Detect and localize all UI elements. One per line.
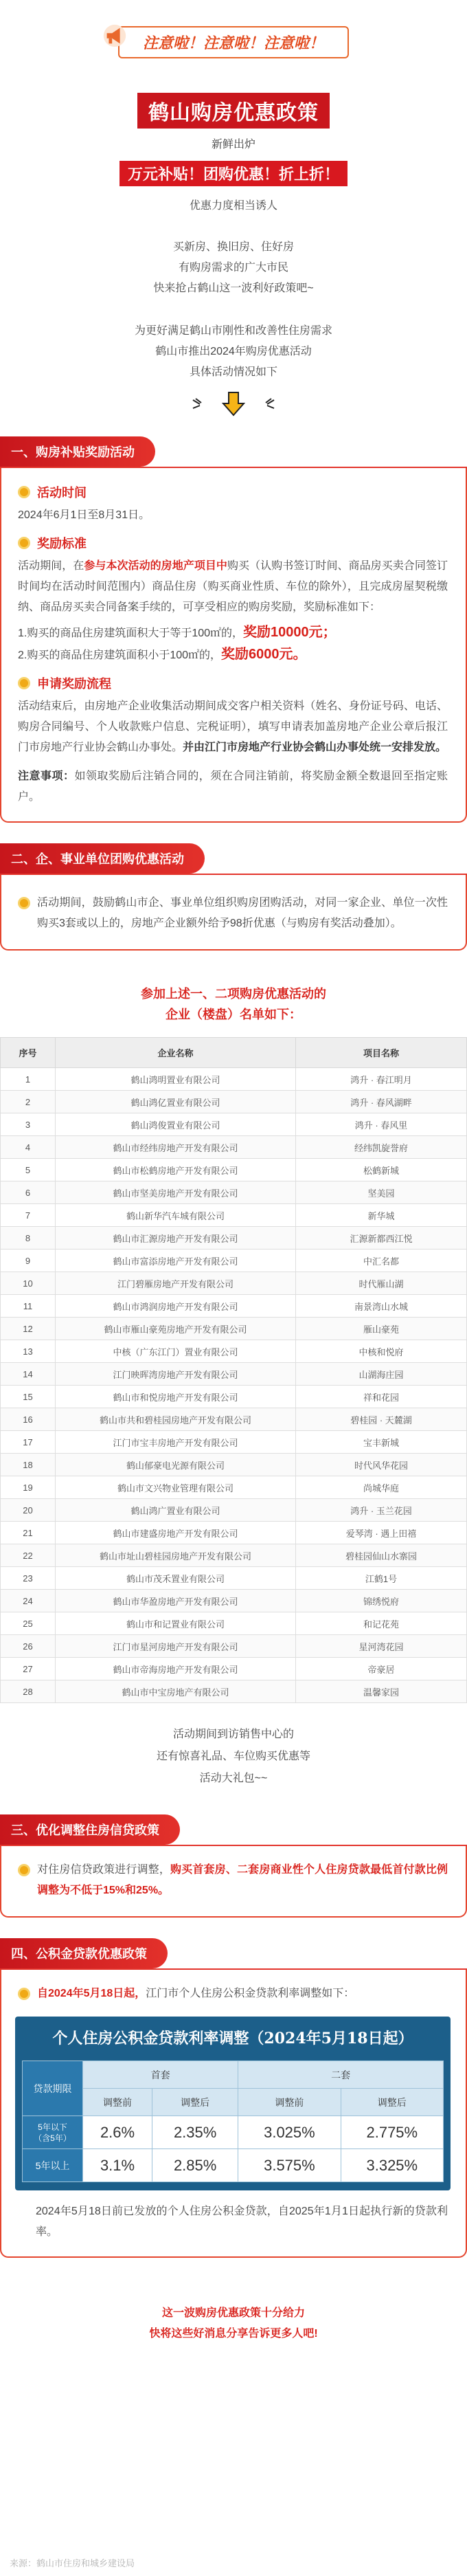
table-row	[1, 1658, 467, 1680]
intro-block-3	[0, 321, 467, 383]
rate-value: 3.575%	[238, 2149, 341, 2182]
credit-row	[18, 1860, 448, 1901]
notice-banner	[0, 26, 467, 58]
intro-block-2	[0, 237, 467, 299]
rate-table	[22, 2061, 444, 2182]
intro-line: 鹤山市推出2024年购房优惠活动	[155, 346, 312, 357]
arrow-down-icon	[222, 391, 245, 417]
cell-company: 鹤山郁豪电光源有限公司	[56, 1454, 296, 1476]
cell-index: 6	[1, 1181, 56, 1204]
bullet-dot-icon	[18, 1864, 30, 1876]
table-row	[1, 1181, 467, 1204]
table-row	[1, 1363, 467, 1386]
cell-company: 鹤山市和记置业有限公司	[56, 1612, 296, 1635]
col-header-index: 序号	[1, 1038, 56, 1068]
gift-line: 活动期间到访销售中心的	[172, 1729, 294, 1740]
cell-index: 20	[1, 1499, 56, 1522]
group-buy-row	[18, 893, 448, 934]
cell-company: 鹤山市鸿润房地产开发有限公司	[56, 1295, 296, 1318]
table-row	[1, 1476, 467, 1499]
fund-intro-text: 自2024年5月18日起，江门市个人住房公积金贷款利率调整如下：	[37, 1988, 355, 1999]
rate-title: 个人住房公积金贷款利率调整（2024年5月18日起）	[52, 2030, 413, 2047]
intro-line: 买新房、换旧房、住好房	[172, 241, 294, 253]
table-row	[1, 1680, 467, 1703]
cell-index: 5	[1, 1159, 56, 1181]
gift-line: 还有惊喜礼品、车位购买优惠等	[156, 1751, 310, 1762]
cell-project: 帝豪居	[296, 1658, 467, 1680]
table-row	[1, 1250, 467, 1272]
bullet-dot-icon	[18, 677, 30, 689]
activity-time-text: 2024年6月1日至8月31日。	[18, 509, 150, 521]
col-header-company: 企业名称	[56, 1038, 296, 1068]
cell-company: 江门市宝丰房地产开发有限公司	[56, 1431, 296, 1454]
table-row	[1, 1318, 467, 1340]
cell-index: 26	[1, 1635, 56, 1658]
megaphone-icon	[102, 23, 128, 48]
company-table	[0, 1037, 467, 1703]
cell-project: 祥和花园	[296, 1386, 467, 1408]
cell-index: 23	[1, 1567, 56, 1590]
table-row	[1, 1340, 467, 1363]
cell-project: 星河湾花园	[296, 1635, 467, 1658]
cell-company: 鹤山市和悦房地产开发有限公司	[56, 1386, 296, 1408]
cell-company: 鹤山新华汽车城有限公司	[56, 1204, 296, 1227]
section-header	[0, 843, 467, 875]
cell-index: 27	[1, 1658, 56, 1680]
cell-project: 中汇名都	[296, 1250, 467, 1272]
cell-project: 鸿升 · 玉兰花园	[296, 1499, 467, 1522]
table-row	[1, 1544, 467, 1567]
rate-header-row	[23, 2061, 444, 2089]
cell-project: 温馨家园	[296, 1680, 467, 1703]
table-row	[1, 1612, 467, 1635]
cell-company: 鹤山市松鹤房地产开发有限公司	[56, 1159, 296, 1181]
cell-company: 江门市星河房地产开发有限公司	[56, 1635, 296, 1658]
cell-company: 鹤山市中宝房地产有限公司	[56, 1680, 296, 1703]
cell-project: 中核和悦府	[296, 1340, 467, 1363]
brand-line: 新鲜出炉	[211, 139, 255, 151]
cell-company: 鹤山市茂禾置业有限公司	[56, 1567, 296, 1590]
bullet-dot-icon	[18, 897, 30, 909]
cell-project: 坚美园	[296, 1181, 467, 1204]
rate-value: 2.6%	[83, 2116, 152, 2149]
table-row	[1, 1113, 467, 1136]
section-label: 四、公积金贷款优惠政策	[0, 1938, 168, 1968]
cell-project: 雁山豪苑	[296, 1318, 467, 1340]
cell-project: 碧桂园仙山水寨园	[296, 1544, 467, 1567]
table-row	[1, 1386, 467, 1408]
cell-company: 鹤山鸿明置业有限公司	[56, 1068, 296, 1091]
page-title: 鹤山购房优惠政策	[137, 93, 330, 129]
section-label: 二、企、事业单位团购优惠活动	[0, 843, 205, 874]
cell-company: 鹤山市经纬房地产开发有限公司	[56, 1136, 296, 1159]
cell-index: 3	[1, 1113, 56, 1136]
cell-project: 鸿升 · 春风里	[296, 1113, 467, 1136]
rate-before-header: 调整前	[238, 2089, 341, 2116]
cell-project: 宝丰新城	[296, 1431, 467, 1454]
rate-before-header: 调整前	[83, 2089, 152, 2116]
source-credit: 来源：鹤山市住房和城乡建设局	[10, 2558, 135, 2568]
table-row	[1, 1091, 467, 1113]
cell-company: 鹤山鸿俊置业有限公司	[56, 1113, 296, 1136]
cell-project: 时代风华花园	[296, 1454, 467, 1476]
cell-project: 南景湾山水城	[296, 1295, 467, 1318]
rate-second-header: 二套	[238, 2061, 444, 2089]
gift-line: 活动大礼包~~	[199, 1773, 268, 1784]
fund-after-text: 2024年5月18日前已发放的个人住房公积金贷款，自2025年1月1日起执行新的贷款利率。	[36, 2206, 448, 2238]
cell-project: 经纬凯旋誉府	[296, 1136, 467, 1159]
rate-value: 3.1%	[83, 2149, 152, 2182]
rate-value: 2.775%	[341, 2116, 443, 2149]
cell-company: 鹤山市共和碧桂园房地产开发有限公司	[56, 1408, 296, 1431]
cell-company: 鹤山鸿广置业有限公司	[56, 1499, 296, 1522]
sparkle-left-icon	[192, 397, 212, 411]
footer-line-2: 快将这些好消息分享告诉更多人吧!	[149, 2328, 318, 2340]
cell-project: 时代雁山湖	[296, 1272, 467, 1295]
rate-value: 2.35%	[152, 2116, 238, 2149]
credit-text: 对住房信贷政策进行调整，购买首套房、二套房商业性个人住房贷款最低首付款比例调整为不低于15%和25%。	[37, 1864, 448, 1896]
section-1	[0, 436, 467, 823]
cell-company: 江门碧雁房地产开发有限公司	[56, 1272, 296, 1295]
table-row	[1, 1408, 467, 1431]
sparkle-right-icon	[255, 397, 275, 411]
cell-project: 锦绣悦府	[296, 1590, 467, 1612]
notice-text-para: 注意事项：如领取奖励后注销合同的，须在合同注销前，将奖励金额全数退回至指定账户。	[18, 770, 448, 803]
table-header-row	[1, 1038, 467, 1068]
cell-company: 鹤山市建盛房地产开发有限公司	[56, 1522, 296, 1544]
rate-after-header: 调整后	[341, 2089, 443, 2116]
reward-item-1: 1.购买的商品住房建筑面积大于等于100㎡的，奖励10000元；	[18, 625, 337, 640]
cell-company: 鹤山市富添房地产开发有限公司	[56, 1250, 296, 1272]
rate-value: 3.325%	[341, 2149, 443, 2182]
cell-project: 碧桂园 · 天麓湖	[296, 1408, 467, 1431]
cell-project: 汇源新都西江悦	[296, 1227, 467, 1250]
section-header	[0, 436, 467, 468]
cell-index: 2	[1, 1091, 56, 1113]
cell-project: 山湖海庄园	[296, 1363, 467, 1386]
cell-project: 尚城华庭	[296, 1476, 467, 1499]
cell-project: 和记花苑	[296, 1612, 467, 1635]
cell-index: 14	[1, 1363, 56, 1386]
cell-company: 鹤山市雁山豪苑房地产开发有限公司	[56, 1318, 296, 1340]
reward-item-2: 2.购买的商品住房建筑面积小于100㎡的，奖励6000元。	[18, 647, 307, 662]
cell-project: 爱琴湾 · 遇上田禧	[296, 1522, 467, 1544]
table-row	[1, 1590, 467, 1612]
rate-value: 2.85%	[152, 2149, 238, 2182]
bullet-dot-icon	[18, 537, 30, 549]
rate-after-header: 调整后	[152, 2089, 238, 2116]
apply-flow-heading: 申请奖励流程	[18, 674, 448, 692]
notice-box	[118, 26, 349, 58]
cell-project: 新华城	[296, 1204, 467, 1227]
cell-index: 25	[1, 1612, 56, 1635]
cell-index: 11	[1, 1295, 56, 1318]
company-intro-2: 企业（楼盘）名单如下：	[166, 1008, 301, 1021]
table-row	[1, 1159, 467, 1181]
cell-index: 8	[1, 1227, 56, 1250]
rate-term: 5年以上	[23, 2149, 83, 2182]
deco-row	[0, 391, 467, 417]
cell-index: 10	[1, 1272, 56, 1295]
cell-company: 江门映晖湾房地产开发有限公司	[56, 1363, 296, 1386]
cell-index: 15	[1, 1386, 56, 1408]
slogan: 万元补贴！团购优惠！折上折！	[119, 161, 348, 186]
cell-index: 24	[1, 1590, 56, 1612]
cell-project: 松鹤新城	[296, 1159, 467, 1181]
section-3	[0, 1814, 467, 1918]
rate-term-header: 贷款期限	[23, 2061, 83, 2116]
table-row	[1, 1635, 467, 1658]
reward-standard-heading: 奖励标准	[18, 534, 448, 552]
table-row	[1, 1295, 467, 1318]
cell-index: 19	[1, 1476, 56, 1499]
company-intro-1: 参加上述一、二项购房优惠活动的	[141, 987, 326, 1001]
section-label: 三、优化调整住房信贷政策	[0, 1814, 180, 1845]
cell-index: 7	[1, 1204, 56, 1227]
intro-block-1	[0, 196, 467, 216]
rate-term: 5年以下 （含5年）	[23, 2116, 83, 2149]
section-header	[0, 1814, 467, 1846]
activity-time-heading: 活动时间	[18, 483, 448, 501]
rate-value: 3.025%	[238, 2116, 341, 2149]
bullet-dot-icon	[18, 1988, 30, 2000]
col-header-project: 项目名称	[296, 1038, 467, 1068]
notice-text: 注意啦！注意啦！注意啦！	[142, 34, 324, 52]
gift-lines	[0, 1724, 467, 1790]
cell-index: 16	[1, 1408, 56, 1431]
table-row	[1, 1136, 467, 1159]
footer	[0, 2303, 467, 2344]
intro-line: 有购房需求的广大市民	[178, 262, 288, 274]
cell-index: 17	[1, 1431, 56, 1454]
cell-company: 鹤山市帝海房地产开发有限公司	[56, 1658, 296, 1680]
apply-flow-text: 活动结束后，由房地产企业收集活动期间成交客户相关资料（姓名、身份证号码、电话、购房合同编号、个人收款账户信息、完税证明），填写申请表加盖房地产企业公章后报江门市房地产行业协会鹤山办事处。并由江门市房地产行业协会鹤山办事处统一安排发放。	[18, 700, 448, 753]
reward-standard-text: 活动期间，在参与本次活动的房地产项目中购买（认购书签订时间、商品房买卖合同签订时间均在活动时间范围内）商品住房（购买商业性质、车位的除外），且完成房屋契税缴纳、商品房买卖合同备案手续的，可享受相应的购房奖励，奖励标准如下：	[18, 560, 448, 613]
section-header	[0, 1938, 467, 1970]
cell-index: 4	[1, 1136, 56, 1159]
intro-line: 具体活动情况如下	[189, 366, 277, 378]
table-row	[1, 1454, 467, 1476]
cell-project: 鸿升 · 春江明月	[296, 1068, 467, 1091]
cell-project: 鸿升 · 春风湖畔	[296, 1091, 467, 1113]
rate-card	[15, 2017, 451, 2190]
cell-company: 鹤山鸿亿置业有限公司	[56, 1091, 296, 1113]
cell-index: 28	[1, 1680, 56, 1703]
section-2	[0, 843, 467, 951]
cell-company: 鹤山市坚美房地产开发有限公司	[56, 1181, 296, 1204]
table-row	[1, 1522, 467, 1544]
table-row	[1, 1068, 467, 1091]
table-row	[1, 1227, 467, 1250]
table-row	[1, 1272, 467, 1295]
bullet-dot-icon	[18, 486, 30, 498]
table-row	[1, 1431, 467, 1454]
cell-company: 鹤山市华盈房地产开发有限公司	[56, 1590, 296, 1612]
section-label: 一、购房补贴奖励活动	[0, 436, 155, 467]
rate-subheader-row	[23, 2089, 444, 2116]
rate-first-header: 首套	[83, 2061, 238, 2089]
group-buy-text: 活动期间，鼓励鹤山市企、事业单位组织购房团购活动，对同一家企业、单位一次性购买3套或以上的，房地产企业额外给予98折优惠（与购房有奖活动叠加）。	[37, 897, 448, 929]
cell-company: 鹤山市汇源房地产开发有限公司	[56, 1227, 296, 1250]
cell-index: 9	[1, 1250, 56, 1272]
cell-index: 13	[1, 1340, 56, 1363]
intro-line: 优惠力度相当诱人	[189, 200, 277, 212]
cell-index: 1	[1, 1068, 56, 1091]
section-4	[0, 1938, 467, 2258]
footer-line-1: 这一波购房优惠政策十分给力	[161, 2307, 305, 2319]
cell-company: 鹤山市文兴物业管理有限公司	[56, 1476, 296, 1499]
cell-index: 21	[1, 1522, 56, 1544]
intro-line: 为更好满足鹤山市刚性和改善性住房需求	[134, 325, 332, 337]
intro-line: 快来抢占鹤山这一波利好政策吧~	[153, 282, 314, 294]
fund-intro-row	[1, 1970, 466, 2004]
table-row	[1, 1204, 467, 1227]
cell-company: 鹤山市址山碧桂园房地产开发有限公司	[56, 1544, 296, 1567]
table-row	[1, 1499, 467, 1522]
rate-row	[23, 2116, 444, 2149]
cell-company: 中核（广东江门）置业有限公司	[56, 1340, 296, 1363]
rate-row	[23, 2149, 444, 2182]
cell-index: 12	[1, 1318, 56, 1340]
company-list	[0, 984, 467, 1703]
cell-index: 18	[1, 1454, 56, 1476]
cell-project: 江鹤1号	[296, 1567, 467, 1590]
table-row	[1, 1567, 467, 1590]
cell-index: 22	[1, 1544, 56, 1567]
